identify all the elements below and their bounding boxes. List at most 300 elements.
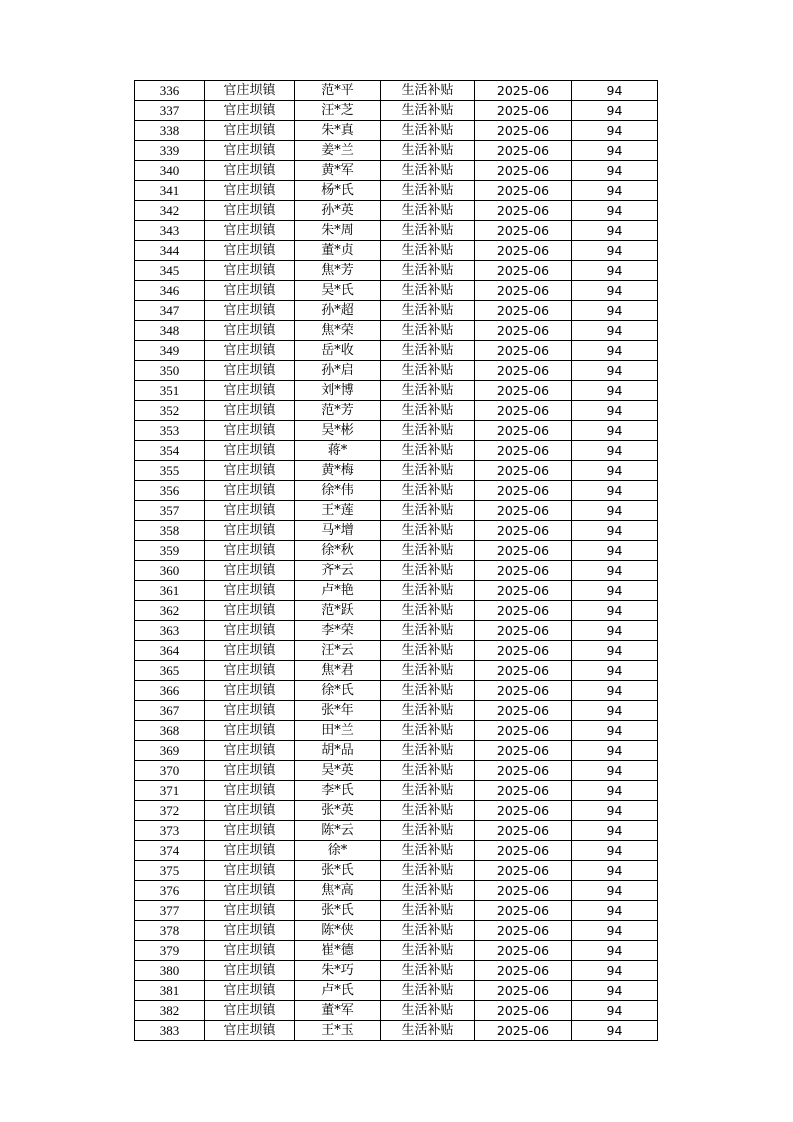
subsidy-type-cell: 生活补贴 (381, 361, 475, 381)
town-cell: 官庄坝镇 (205, 561, 295, 581)
row-number-cell: 371 (135, 781, 205, 801)
table-row (135, 281, 658, 301)
table-row (135, 941, 658, 961)
subsidy-type-cell: 生活补贴 (381, 181, 475, 201)
period-cell: 2025-06 (475, 601, 572, 621)
amount-cell: 94 (572, 181, 658, 201)
person-name-cell: 马*增 (295, 521, 381, 541)
town-cell: 官庄坝镇 (205, 741, 295, 761)
amount-cell: 94 (572, 741, 658, 761)
town-cell: 官庄坝镇 (205, 421, 295, 441)
row-number-cell: 382 (135, 1001, 205, 1021)
row-number-cell: 338 (135, 121, 205, 141)
person-name-cell: 陈*侠 (295, 921, 381, 941)
table-row (135, 161, 658, 181)
person-name-cell: 姜*兰 (295, 141, 381, 161)
amount-cell: 94 (572, 721, 658, 741)
person-name-cell: 汪*芝 (295, 101, 381, 121)
period-cell: 2025-06 (475, 281, 572, 301)
person-name-cell: 陈*云 (295, 821, 381, 841)
row-number-cell: 369 (135, 741, 205, 761)
amount-cell: 94 (572, 241, 658, 261)
person-name-cell: 朱*周 (295, 221, 381, 241)
amount-cell: 94 (572, 121, 658, 141)
table-row (135, 961, 658, 981)
amount-cell: 94 (572, 701, 658, 721)
row-number-cell: 362 (135, 601, 205, 621)
subsidy-type-cell: 生活补贴 (381, 621, 475, 641)
amount-cell: 94 (572, 281, 658, 301)
person-name-cell: 焦*君 (295, 661, 381, 681)
amount-cell: 94 (572, 481, 658, 501)
table-row (135, 121, 658, 141)
table-row (135, 461, 658, 481)
period-cell: 2025-06 (475, 121, 572, 141)
subsidy-type-cell: 生活补贴 (381, 961, 475, 981)
row-number-cell: 344 (135, 241, 205, 261)
amount-cell: 94 (572, 1001, 658, 1021)
person-name-cell: 李*氏 (295, 781, 381, 801)
person-name-cell: 焦*高 (295, 881, 381, 901)
row-number-cell: 365 (135, 661, 205, 681)
row-number-cell: 349 (135, 341, 205, 361)
table-row (135, 501, 658, 521)
subsidy-type-cell: 生活补贴 (381, 541, 475, 561)
table-row (135, 361, 658, 381)
subsidy-type-cell: 生活补贴 (381, 781, 475, 801)
person-name-cell: 董*军 (295, 1001, 381, 1021)
person-name-cell: 吴*彬 (295, 421, 381, 441)
table-row (135, 201, 658, 221)
amount-cell: 94 (572, 781, 658, 801)
table-row (135, 841, 658, 861)
row-number-cell: 347 (135, 301, 205, 321)
amount-cell: 94 (572, 581, 658, 601)
period-cell: 2025-06 (475, 821, 572, 841)
period-cell: 2025-06 (475, 781, 572, 801)
town-cell: 官庄坝镇 (205, 521, 295, 541)
period-cell: 2025-06 (475, 341, 572, 361)
subsidy-type-cell: 生活补贴 (381, 101, 475, 121)
period-cell: 2025-06 (475, 981, 572, 1001)
table-row (135, 781, 658, 801)
amount-cell: 94 (572, 521, 658, 541)
table-row (135, 441, 658, 461)
table-row (135, 541, 658, 561)
period-cell: 2025-06 (475, 641, 572, 661)
person-name-cell: 崔*德 (295, 941, 381, 961)
subsidy-type-cell: 生活补贴 (381, 881, 475, 901)
row-number-cell: 353 (135, 421, 205, 441)
period-cell: 2025-06 (475, 541, 572, 561)
subsidy-type-cell: 生活补贴 (381, 121, 475, 141)
town-cell: 官庄坝镇 (205, 261, 295, 281)
period-cell: 2025-06 (475, 521, 572, 541)
subsidy-type-cell: 生活补贴 (381, 681, 475, 701)
subsidy-type-cell: 生活补贴 (381, 821, 475, 841)
row-number-cell: 343 (135, 221, 205, 241)
amount-cell: 94 (572, 761, 658, 781)
period-cell: 2025-06 (475, 161, 572, 181)
amount-cell: 94 (572, 101, 658, 121)
amount-cell: 94 (572, 641, 658, 661)
amount-cell: 94 (572, 301, 658, 321)
period-cell: 2025-06 (475, 801, 572, 821)
subsidy-type-cell: 生活补贴 (381, 81, 475, 101)
period-cell: 2025-06 (475, 681, 572, 701)
table-row (135, 661, 658, 681)
town-cell: 官庄坝镇 (205, 721, 295, 741)
town-cell: 官庄坝镇 (205, 601, 295, 621)
row-number-cell: 364 (135, 641, 205, 661)
person-name-cell: 王*莲 (295, 501, 381, 521)
subsidy-type-cell: 生活补贴 (381, 641, 475, 661)
person-name-cell: 汪*云 (295, 641, 381, 661)
table-row (135, 221, 658, 241)
town-cell: 官庄坝镇 (205, 541, 295, 561)
person-name-cell: 杨*氏 (295, 181, 381, 201)
table-row (135, 601, 658, 621)
town-cell: 官庄坝镇 (205, 701, 295, 721)
period-cell: 2025-06 (475, 861, 572, 881)
subsidy-type-cell: 生活补贴 (381, 201, 475, 221)
subsidy-type-cell: 生活补贴 (381, 481, 475, 501)
subsidy-type-cell: 生活补贴 (381, 401, 475, 421)
person-name-cell: 范*跃 (295, 601, 381, 621)
row-number-cell: 383 (135, 1021, 205, 1041)
town-cell: 官庄坝镇 (205, 481, 295, 501)
town-cell: 官庄坝镇 (205, 401, 295, 421)
subsidy-type-cell: 生活补贴 (381, 281, 475, 301)
period-cell: 2025-06 (475, 441, 572, 461)
subsidy-type-cell: 生活补贴 (381, 561, 475, 581)
row-number-cell: 357 (135, 501, 205, 521)
table-row (135, 261, 658, 281)
row-number-cell: 339 (135, 141, 205, 161)
row-number-cell: 363 (135, 621, 205, 641)
period-cell: 2025-06 (475, 401, 572, 421)
person-name-cell: 焦*芳 (295, 261, 381, 281)
town-cell: 官庄坝镇 (205, 941, 295, 961)
town-cell: 官庄坝镇 (205, 981, 295, 1001)
person-name-cell: 焦*荣 (295, 321, 381, 341)
table-row (135, 561, 658, 581)
period-cell: 2025-06 (475, 961, 572, 981)
amount-cell: 94 (572, 261, 658, 281)
town-cell: 官庄坝镇 (205, 161, 295, 181)
row-number-cell: 372 (135, 801, 205, 821)
table-row (135, 421, 658, 441)
period-cell: 2025-06 (475, 841, 572, 861)
row-number-cell: 359 (135, 541, 205, 561)
amount-cell: 94 (572, 201, 658, 221)
table-row (135, 801, 658, 821)
table-row (135, 621, 658, 641)
amount-cell: 94 (572, 821, 658, 841)
person-name-cell: 吴*英 (295, 761, 381, 781)
town-cell: 官庄坝镇 (205, 181, 295, 201)
person-name-cell: 胡*品 (295, 741, 381, 761)
row-number-cell: 337 (135, 101, 205, 121)
subsidy-type-cell: 生活补贴 (381, 741, 475, 761)
row-number-cell: 360 (135, 561, 205, 581)
period-cell: 2025-06 (475, 561, 572, 581)
town-cell: 官庄坝镇 (205, 81, 295, 101)
town-cell: 官庄坝镇 (205, 661, 295, 681)
person-name-cell: 李*荣 (295, 621, 381, 641)
table-row (135, 701, 658, 721)
table-body (135, 81, 658, 1041)
period-cell: 2025-06 (475, 741, 572, 761)
amount-cell: 94 (572, 401, 658, 421)
subsidy-type-cell: 生活补贴 (381, 221, 475, 241)
person-name-cell: 齐*云 (295, 561, 381, 581)
subsidy-type-cell: 生活补贴 (381, 141, 475, 161)
town-cell: 官庄坝镇 (205, 361, 295, 381)
town-cell: 官庄坝镇 (205, 201, 295, 221)
town-cell: 官庄坝镇 (205, 641, 295, 661)
person-name-cell: 孙*超 (295, 301, 381, 321)
row-number-cell: 379 (135, 941, 205, 961)
town-cell: 官庄坝镇 (205, 301, 295, 321)
subsidy-table (134, 80, 658, 1041)
subsidy-type-cell: 生活补贴 (381, 461, 475, 481)
town-cell: 官庄坝镇 (205, 461, 295, 481)
table-row (135, 981, 658, 1001)
person-name-cell: 董*贞 (295, 241, 381, 261)
town-cell: 官庄坝镇 (205, 781, 295, 801)
amount-cell: 94 (572, 381, 658, 401)
row-number-cell: 346 (135, 281, 205, 301)
subsidy-type-cell: 生活补贴 (381, 841, 475, 861)
row-number-cell: 358 (135, 521, 205, 541)
person-name-cell: 吴*氏 (295, 281, 381, 301)
town-cell: 官庄坝镇 (205, 1001, 295, 1021)
table-row (135, 681, 658, 701)
subsidy-type-cell: 生活补贴 (381, 861, 475, 881)
row-number-cell: 336 (135, 81, 205, 101)
person-name-cell: 黄*军 (295, 161, 381, 181)
town-cell: 官庄坝镇 (205, 141, 295, 161)
subsidy-type-cell: 生活补贴 (381, 761, 475, 781)
period-cell: 2025-06 (475, 501, 572, 521)
period-cell: 2025-06 (475, 701, 572, 721)
period-cell: 2025-06 (475, 321, 572, 341)
subsidy-type-cell: 生活补贴 (381, 721, 475, 741)
amount-cell: 94 (572, 561, 658, 581)
period-cell: 2025-06 (475, 241, 572, 261)
town-cell: 官庄坝镇 (205, 801, 295, 821)
period-cell: 2025-06 (475, 621, 572, 641)
person-name-cell: 张*氏 (295, 861, 381, 881)
town-cell: 官庄坝镇 (205, 281, 295, 301)
row-number-cell: 341 (135, 181, 205, 201)
amount-cell: 94 (572, 661, 658, 681)
subsidy-type-cell: 生活补贴 (381, 601, 475, 621)
person-name-cell: 范*平 (295, 81, 381, 101)
table-row (135, 141, 658, 161)
person-name-cell: 张*英 (295, 801, 381, 821)
table-row (135, 481, 658, 501)
row-number-cell: 348 (135, 321, 205, 341)
row-number-cell: 356 (135, 481, 205, 501)
town-cell: 官庄坝镇 (205, 961, 295, 981)
amount-cell: 94 (572, 221, 658, 241)
subsidy-type-cell: 生活补贴 (381, 521, 475, 541)
subsidy-type-cell: 生活补贴 (381, 941, 475, 961)
amount-cell: 94 (572, 421, 658, 441)
person-name-cell: 孙*启 (295, 361, 381, 381)
period-cell: 2025-06 (475, 201, 572, 221)
amount-cell: 94 (572, 881, 658, 901)
table-row (135, 401, 658, 421)
amount-cell: 94 (572, 361, 658, 381)
period-cell: 2025-06 (475, 881, 572, 901)
row-number-cell: 350 (135, 361, 205, 381)
person-name-cell: 孙*英 (295, 201, 381, 221)
table-row (135, 761, 658, 781)
person-name-cell: 卢*艳 (295, 581, 381, 601)
subsidy-type-cell: 生活补贴 (381, 341, 475, 361)
row-number-cell: 376 (135, 881, 205, 901)
town-cell: 官庄坝镇 (205, 501, 295, 521)
town-cell: 官庄坝镇 (205, 841, 295, 861)
period-cell: 2025-06 (475, 301, 572, 321)
table-row (135, 921, 658, 941)
person-name-cell: 卢*氏 (295, 981, 381, 1001)
town-cell: 官庄坝镇 (205, 321, 295, 341)
row-number-cell: 373 (135, 821, 205, 841)
period-cell: 2025-06 (475, 1001, 572, 1021)
town-cell: 官庄坝镇 (205, 821, 295, 841)
table-row (135, 641, 658, 661)
period-cell: 2025-06 (475, 461, 572, 481)
table-row (135, 321, 658, 341)
period-cell: 2025-06 (475, 661, 572, 681)
period-cell: 2025-06 (475, 361, 572, 381)
subsidy-type-cell: 生活补贴 (381, 241, 475, 261)
person-name-cell: 岳*收 (295, 341, 381, 361)
table-row (135, 1021, 658, 1041)
table-row (135, 181, 658, 201)
amount-cell: 94 (572, 681, 658, 701)
period-cell: 2025-06 (475, 761, 572, 781)
amount-cell: 94 (572, 901, 658, 921)
row-number-cell: 368 (135, 721, 205, 741)
period-cell: 2025-06 (475, 481, 572, 501)
town-cell: 官庄坝镇 (205, 901, 295, 921)
amount-cell: 94 (572, 441, 658, 461)
person-name-cell: 范*芳 (295, 401, 381, 421)
amount-cell: 94 (572, 461, 658, 481)
subsidy-type-cell: 生活补贴 (381, 421, 475, 441)
row-number-cell: 366 (135, 681, 205, 701)
town-cell: 官庄坝镇 (205, 341, 295, 361)
amount-cell: 94 (572, 321, 658, 341)
period-cell: 2025-06 (475, 721, 572, 741)
amount-cell: 94 (572, 601, 658, 621)
table-row (135, 741, 658, 761)
amount-cell: 94 (572, 921, 658, 941)
period-cell: 2025-06 (475, 101, 572, 121)
amount-cell: 94 (572, 141, 658, 161)
row-number-cell: 381 (135, 981, 205, 1001)
subsidy-type-cell: 生活补贴 (381, 441, 475, 461)
table-row (135, 381, 658, 401)
person-name-cell: 黄*梅 (295, 461, 381, 481)
town-cell: 官庄坝镇 (205, 101, 295, 121)
town-cell: 官庄坝镇 (205, 621, 295, 641)
row-number-cell: 361 (135, 581, 205, 601)
period-cell: 2025-06 (475, 941, 572, 961)
subsidy-type-cell: 生活补贴 (381, 1001, 475, 1021)
town-cell: 官庄坝镇 (205, 861, 295, 881)
amount-cell: 94 (572, 841, 658, 861)
table-row (135, 101, 658, 121)
subsidy-type-cell: 生活补贴 (381, 901, 475, 921)
town-cell: 官庄坝镇 (205, 761, 295, 781)
town-cell: 官庄坝镇 (205, 221, 295, 241)
town-cell: 官庄坝镇 (205, 921, 295, 941)
town-cell: 官庄坝镇 (205, 1021, 295, 1041)
row-number-cell: 377 (135, 901, 205, 921)
row-number-cell: 378 (135, 921, 205, 941)
person-name-cell: 朱*真 (295, 121, 381, 141)
amount-cell: 94 (572, 961, 658, 981)
row-number-cell: 345 (135, 261, 205, 281)
subsidy-type-cell: 生活补贴 (381, 921, 475, 941)
period-cell: 2025-06 (475, 221, 572, 241)
table-row (135, 81, 658, 101)
table-row (135, 721, 658, 741)
subsidy-type-cell: 生活补贴 (381, 801, 475, 821)
person-name-cell: 田*兰 (295, 721, 381, 741)
town-cell: 官庄坝镇 (205, 441, 295, 461)
subsidy-type-cell: 生活补贴 (381, 581, 475, 601)
town-cell: 官庄坝镇 (205, 881, 295, 901)
subsidy-type-cell: 生活补贴 (381, 701, 475, 721)
amount-cell: 94 (572, 861, 658, 881)
subsidy-type-cell: 生活补贴 (381, 661, 475, 681)
table-row (135, 821, 658, 841)
subsidy-type-cell: 生活补贴 (381, 501, 475, 521)
amount-cell: 94 (572, 981, 658, 1001)
amount-cell: 94 (572, 161, 658, 181)
row-number-cell: 367 (135, 701, 205, 721)
subsidy-type-cell: 生活补贴 (381, 1021, 475, 1041)
table-row (135, 521, 658, 541)
amount-cell: 94 (572, 621, 658, 641)
period-cell: 2025-06 (475, 921, 572, 941)
person-name-cell: 张*氏 (295, 901, 381, 921)
person-name-cell: 徐*伟 (295, 481, 381, 501)
table-row (135, 341, 658, 361)
subsidy-table-sheet (134, 80, 658, 1041)
subsidy-type-cell: 生活补贴 (381, 321, 475, 341)
person-name-cell: 徐*秋 (295, 541, 381, 561)
amount-cell: 94 (572, 81, 658, 101)
amount-cell: 94 (572, 341, 658, 361)
row-number-cell: 380 (135, 961, 205, 981)
period-cell: 2025-06 (475, 901, 572, 921)
person-name-cell: 刘*博 (295, 381, 381, 401)
period-cell: 2025-06 (475, 381, 572, 401)
amount-cell: 94 (572, 801, 658, 821)
town-cell: 官庄坝镇 (205, 681, 295, 701)
row-number-cell: 375 (135, 861, 205, 881)
person-name-cell: 张*年 (295, 701, 381, 721)
amount-cell: 94 (572, 501, 658, 521)
